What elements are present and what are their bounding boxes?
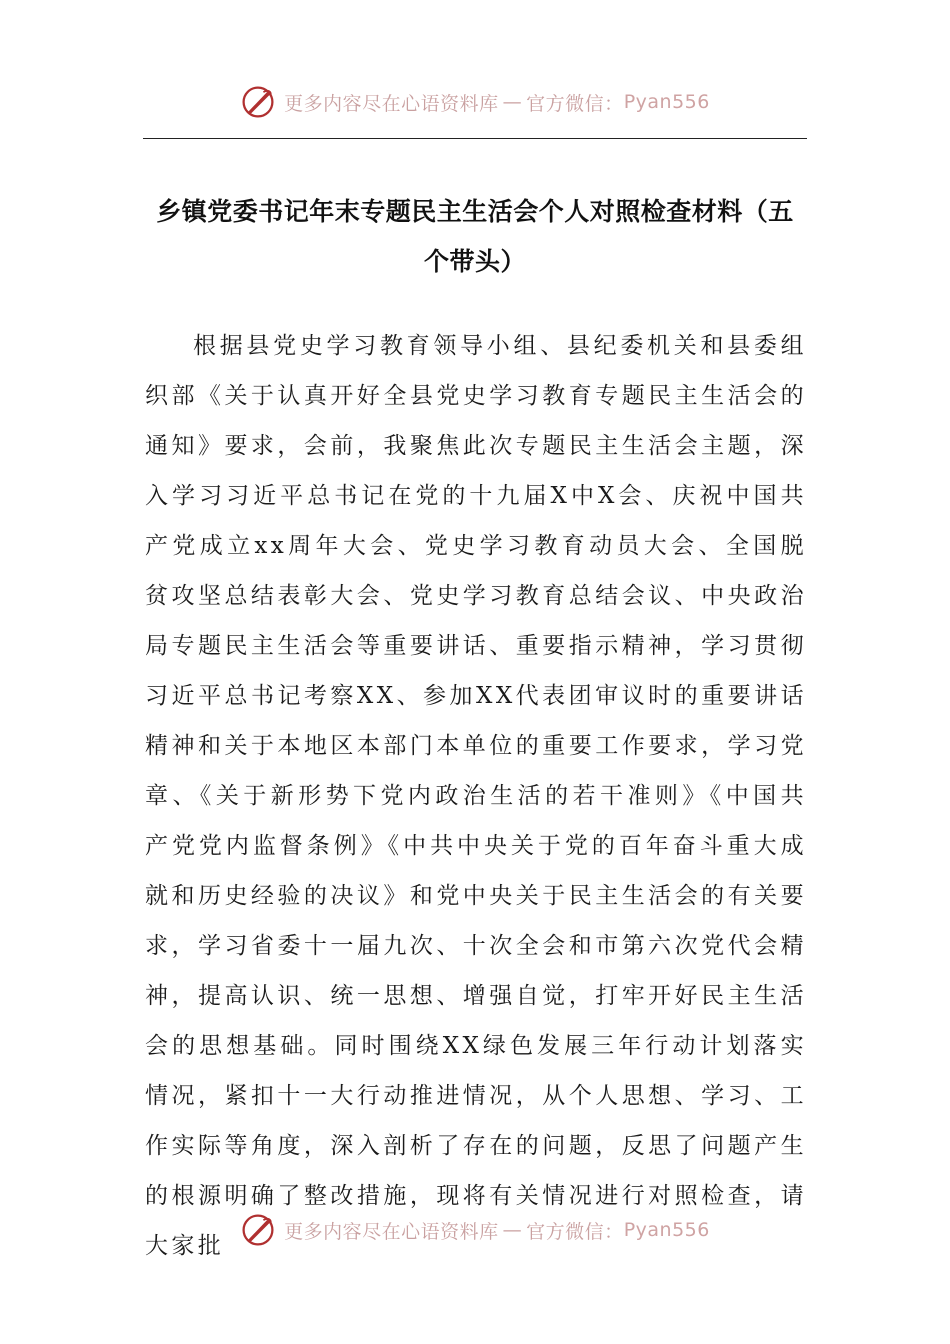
header-divider: [143, 138, 807, 139]
header-banner-separator: —: [502, 91, 523, 113]
document-title: 乡镇党委书记年末专题民主生活会个人对照检查材料（五个带头）: [156, 196, 794, 276]
footer-banner-text-group: [284, 1217, 710, 1244]
footer-contact-handle: Pyan556: [623, 1219, 710, 1241]
header-banner-text: 更多内容尽在心语资料库: [284, 92, 499, 115]
header-banner-text-group: [284, 89, 710, 116]
footer-contact-label: 官方微信：: [526, 1220, 624, 1243]
footer-banner: [0, 1210, 950, 1250]
header-contact-label: 官方微信：: [526, 92, 624, 115]
quill-circle-logo-icon: [240, 84, 276, 120]
header-banner: [0, 82, 950, 122]
body-paragraph: 根据县党史学习教育领导小组、县纪委机关和县委组织部《关于认真开好全县党史学习教育专题民主生活会的通知》要求，会前，我聚焦此次专题民主生活会主题，深入学习习近平总书记在党的十九届X中X会、庆祝中国共产党成立xx周年大会、党史学习教育动员大会、全国脱贫攻坚总结表彰大会、党史学习教育总结会议、中央政治局专题民主生活会等重要讲话、重要指示精神，学习贯彻习近平总书记考察XX、参加XX代表团审议时的重要讲话精神和关于本地区本部门本单位的重要工作要求，学习党章、《关于新形势下党内政治生活的若干准则》《中国共产党党内监督条例》《中共中央关于党的百年奋斗重大成就和历史经验的决议》和党中央关于民主生活会的有关要求，学习省委十一届九次、十次全会和市第六次党代会精神，提高认识、统一思想、增强自觉，打牢开好民主生活会的思想基础。同时围绕XX绿色发展三年行动计划落实情况，紧扣十一大行动推进情况，从个人思想、学习、工作实际等角度，深入剖析了存在的问题，反思了问题产生的根源明确了整改措施，现将有关情况进行对照检查，请大家批: [145, 333, 807, 1259]
footer-banner-separator: —: [502, 1219, 523, 1241]
footer-banner-text: 更多内容尽在心语资料库: [284, 1220, 499, 1243]
quill-circle-logo-icon: [240, 1212, 276, 1248]
header-contact-handle: Pyan556: [623, 91, 710, 113]
